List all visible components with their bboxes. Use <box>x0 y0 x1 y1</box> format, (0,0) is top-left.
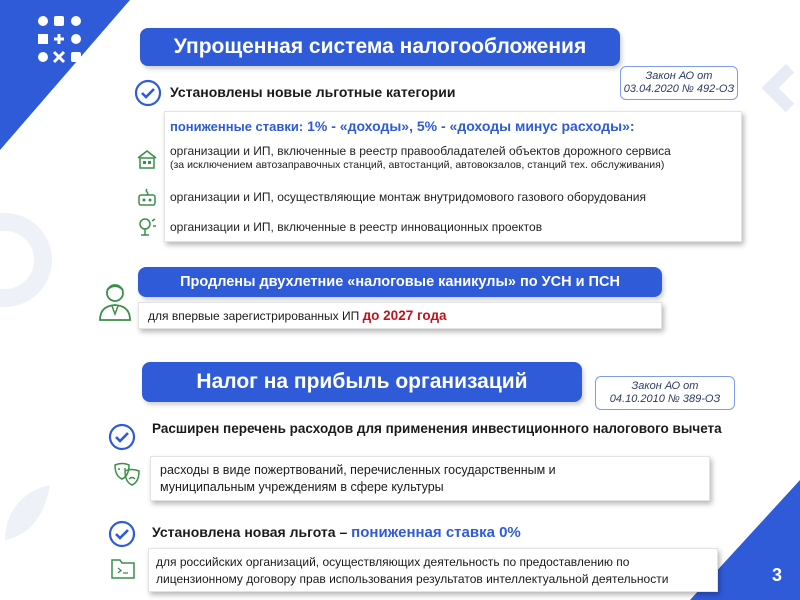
vacation-text-prefix: для впервые зарегистрированных ИП <box>148 309 363 323</box>
innovation-icon <box>136 216 158 238</box>
section1-title: Упрощенная система налогообложения <box>140 28 620 66</box>
section2-law-badge <box>595 376 735 410</box>
chevron-decoration <box>760 58 800 118</box>
law-badge-line2: 04.10.2010 № 389-ОЗ <box>609 393 721 405</box>
law-badge-line1: Закон АО от <box>645 70 713 82</box>
section2-heading2-prefix: Установлена новая льгота – <box>152 524 352 540</box>
rates-line <box>170 118 635 134</box>
section2-item2-text <box>156 554 668 588</box>
theatre-masks-icon <box>112 460 142 490</box>
law-badge-line1: Закон АО от <box>631 380 699 392</box>
gas-stove-icon <box>136 186 158 208</box>
section1-law-badge <box>620 66 738 100</box>
check-circle-icon <box>134 79 162 107</box>
vacation-title: Продлены двухлетние «налоговые каникулы» по УСН и ПСН <box>138 267 662 297</box>
section2-title: Налог на прибыль организаций <box>142 362 582 402</box>
section2-item1-text <box>160 462 556 496</box>
circle-decoration <box>0 210 60 310</box>
section2-heading1: Расширен перечень расходов для применения инвестиционного налогового вычета <box>152 421 722 436</box>
section1-heading: Установлены новые льготные категории <box>170 84 456 100</box>
section2-item1-line1: расходы в виде пожертвований, перечисленных государственным и <box>160 463 556 477</box>
section2-heading2 <box>152 524 521 541</box>
section1-item-3-text: организации и ИП, включенные в реестр инновационных проектов <box>170 220 543 234</box>
folder-icon <box>110 556 136 580</box>
check-circle-icon <box>108 423 136 451</box>
section1-item-1-note: (за исключением автозаправочных станций, автостанций, автовокзалов, станций тех. обслуживания) <box>170 159 665 171</box>
law-badge-line2: 03.04.2020 № 492-ОЗ <box>623 83 735 95</box>
section2-item2-line2: лицензионному договору прав использования результатов интеллектуальной деятельности <box>156 572 669 586</box>
section2-heading2-highlight: пониженная ставка 0% <box>351 524 521 541</box>
section1-item-2-text: организации и ИП, осуществляющие монтаж внутридомового газового оборудования <box>170 190 646 204</box>
page-number: 3 <box>771 565 782 585</box>
section2-item2-line1: для российских организаций, осуществляющих деятельность по предоставлению по <box>156 555 630 569</box>
vacation-text <box>148 308 447 323</box>
section1-item-1-text: организации и ИП, включенные в реестр правообладателей объектов дорожного сервиса <box>170 144 671 158</box>
check-circle-icon <box>108 520 136 548</box>
person-icon <box>96 280 134 322</box>
rates-values: 1% - «доходы», 5% - «доходы минус расходы»: <box>303 118 635 134</box>
section2-item1-line2: муниципальным учреждениям в сфере культуры <box>160 480 444 494</box>
vacation-text-highlight: до 2027 года <box>362 308 447 323</box>
building-icon <box>136 148 158 170</box>
rates-prefix: пониженные ставки: <box>170 119 304 134</box>
leaf-decoration <box>0 470 60 550</box>
logo-icon <box>36 14 86 64</box>
